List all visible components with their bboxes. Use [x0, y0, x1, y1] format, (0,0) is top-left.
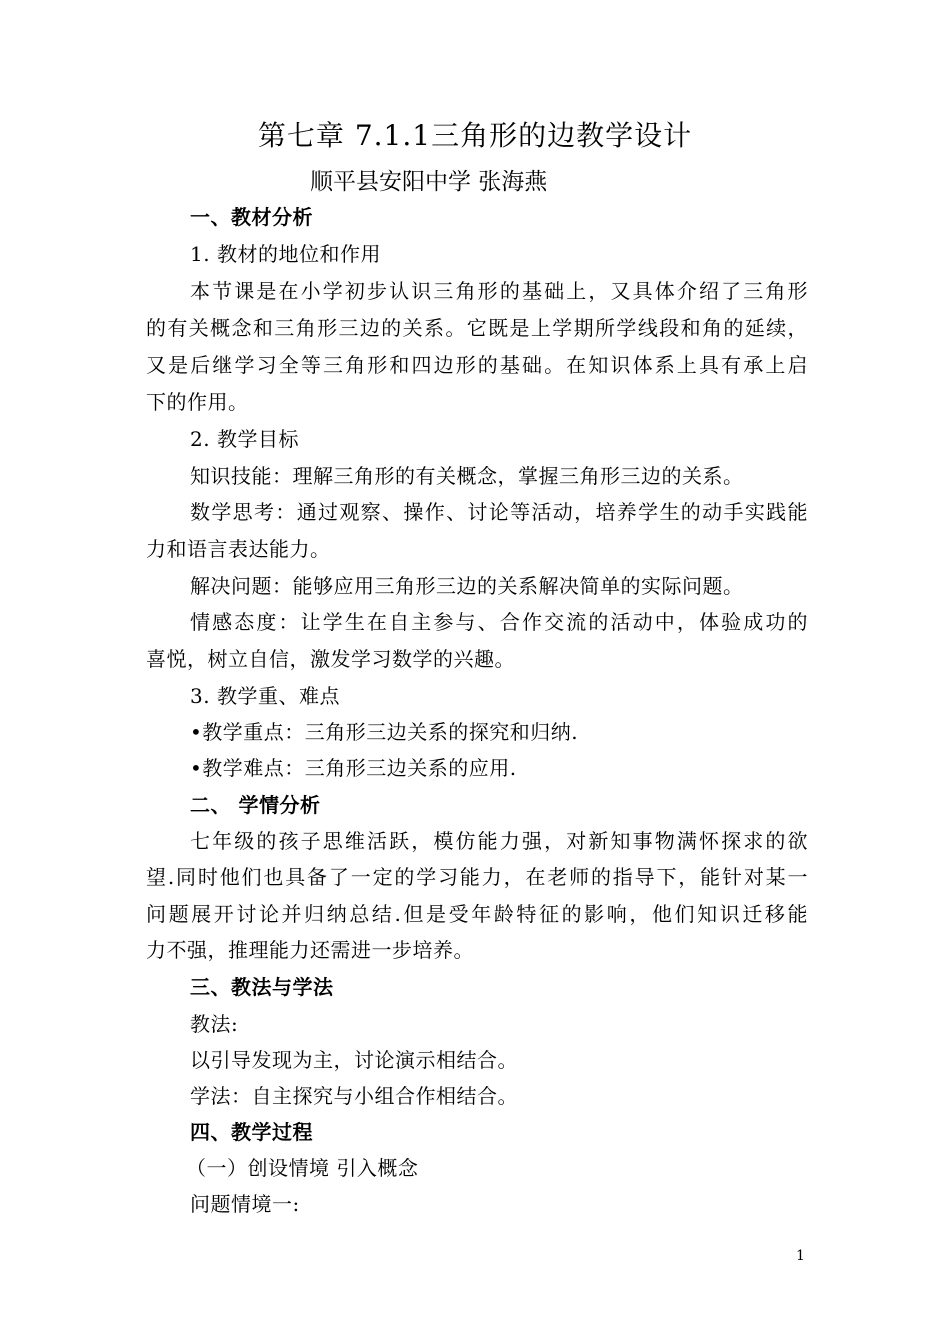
paragraph-line: 喜悦，树立自信，激发学习数学的兴趣。	[146, 647, 515, 671]
paragraph-line: 问题情境一:	[190, 1192, 300, 1216]
paragraph-line: 学法：自主探究与小组合作相结合。	[190, 1084, 518, 1108]
section-heading-1: 一、教材分析	[190, 205, 313, 229]
paragraph-line: 力不强，推理能力还需进一步培养。	[146, 938, 474, 962]
paragraph-line: 教法:	[190, 1012, 239, 1036]
document-title: 第七章 7.1.1三角形的边教学设计	[257, 119, 693, 152]
paragraph-line: 解决问题：能够应用三角形三边的关系解决简单的实际问题。	[190, 574, 744, 598]
paragraph-line: 问题展开讨论并归纳总结.但是受年龄特征的影响，他们知识迁移能	[146, 902, 808, 926]
section-heading-2: 二、 学情分析	[190, 793, 321, 817]
paragraph-line: 望.同时他们也具备了一定的学习能力，在老师的指导下，能针对某一	[146, 865, 808, 889]
paragraph-line: 七年级的孩子思维活跃，模仿能力强，对新知事物满怀探求的欲	[190, 829, 808, 853]
paragraph-line: 本节课是在小学初步认识三角形的基础上，又具体介绍了三角形	[190, 279, 808, 303]
section-heading-3: 三、教法与学法	[190, 975, 334, 999]
paragraph-line: 力和语言表达能力。	[146, 537, 331, 561]
paragraph-line: 以引导发现为主，讨论演示相结合。	[190, 1048, 518, 1072]
paragraph-line: 知识技能：理解三角形的有关概念，掌握三角形三边的关系。	[190, 464, 744, 488]
subheading-3: 3. 教学重、难点	[190, 684, 340, 708]
bullet-item: •教学难点：三角形三边关系的应用.	[190, 756, 517, 780]
paragraph-line: 情感态度：让学生在自主参与、合作交流的活动中，体验成功的	[190, 610, 808, 634]
author-line: 顺平县安阳中学 张海燕	[310, 169, 548, 195]
paragraph-line: 下的作用。	[146, 390, 249, 414]
paragraph-line: 又是后继学习全等三角形和四边形的基础。在知识体系上具有承上启	[146, 353, 808, 377]
paragraph-line: 数学思考：通过观察、操作、讨论等活动，培养学生的动手实践能	[190, 500, 808, 524]
subheading-4: （一）创设情境 引入概念	[186, 1156, 419, 1180]
page-number: 1	[796, 1248, 805, 1264]
section-heading-4: 四、教学过程	[190, 1120, 313, 1144]
paragraph-line: 的有关概念和三角形三边的关系。它既是上学期所学线段和角的延续，	[146, 316, 808, 340]
bullet-item: •教学重点：三角形三边关系的探究和归纳.	[190, 720, 579, 744]
subheading-2: 2. 教学目标	[190, 427, 299, 451]
subheading-1: 1. 教材的地位和作用	[190, 242, 381, 266]
